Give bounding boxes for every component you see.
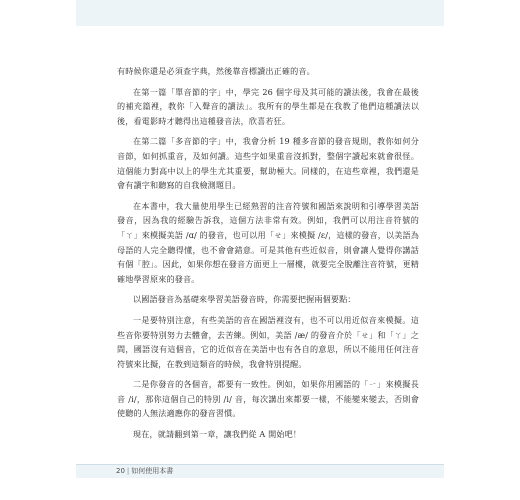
section-title: 如何使用本書: [131, 467, 174, 475]
page-number: 20: [116, 467, 125, 475]
footer-rule: [76, 464, 444, 465]
paragraph: 一是要特別注意，有些美語的音在國語裡沒有，也不可以用近似音來模擬。這些音你要特別努力去體會，去苦練。例如，美語 /æ/ 的發音介於「ㄝ」和「ㄚ」之間，國語沒有這個音，它的近似音在美語中也有各自的意思，所以不能用任何注音符號來比擬，在教到這類音的時候，我會特別提醒。: [117, 314, 419, 369]
page-footer: [76, 464, 444, 478]
header-band: [76, 0, 444, 26]
paragraph: 以國語發音為基礎來學習美語發音時，你需要把握兩個要點：: [133, 294, 356, 305]
paragraph: 在第一篇「單音節的字」中，學完 26 個字母及其可能的讀法後，我會在最後的補充篇裡，教你「入聲音的讀法」。我所有的學生都是在我教了他們這種讀法以後，看電影時才聽得出這種發音法，欣喜若狂。: [117, 86, 419, 126]
paragraph: 現在，就請翻到第一章，讓我們從 A 開始吧！: [133, 429, 302, 440]
paragraph: 在第二篇「多音節的字」中，我會分析 19 種多音節的發音規則，教你如何分音節，如何抓重音，及如何讀。這些字如果重音沒抓對，整個字讀起來就會很怪。這個能力對高中以上的學生尤其重要，幫助極大。同樣的，在這些章裡，我們還是會有讀字和聽寫的自我檢測題目。: [117, 136, 419, 191]
paragraph: 二是你發音的各個音，都要有一致性。例如，如果你用國語的「ㄧ」來模擬長音 /i/，那你這個自己的特別 /i/ 音，每次講出來都要一樣，不能變來變去，否則會使聽的人無法適應你的發音習慣。: [117, 379, 419, 419]
footer-text: [116, 466, 173, 476]
body-text: [117, 64, 419, 448]
paragraph: 在本書中，我大量使用學生已經熟習的注音符號和國語來說明和引導學習美語發音，因為我的經驗告訴我，這個方法非常有效。例如，我們可以用注音符號的「ㄚ」來模擬美語 /ɑ/ 的發音，也可以用「ㄝ」來模擬 /ɛ/，這樣的發音，以美語為母語的人完全聽得懂，也不會會錯意。可是其他有些近似音，則會讓人覺得你講話有個「腔」。因此，如果你想在發音方面更上一層樓，就要完全脫離注音符號，更精確地學習原來的發音。: [117, 200, 419, 284]
footer-separator: |: [126, 467, 130, 475]
paragraph: 有時候你還是必須查字典，然後靠音標讀出正確的音。: [117, 66, 315, 76]
